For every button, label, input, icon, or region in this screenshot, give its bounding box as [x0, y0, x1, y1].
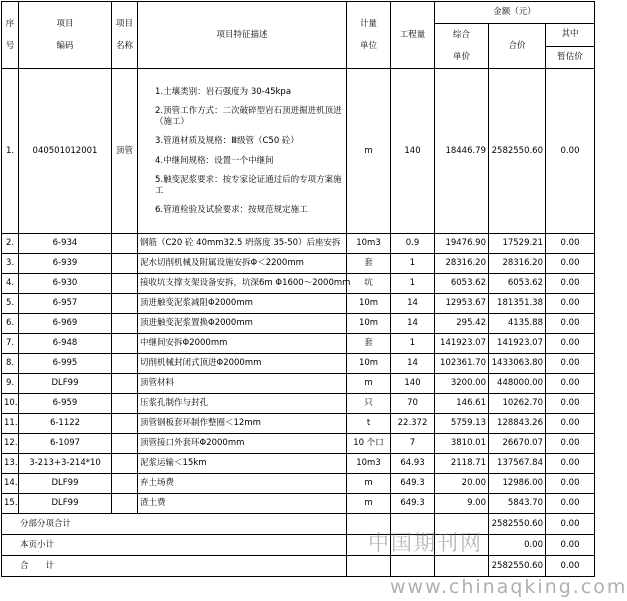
- table-row: [2, 354, 595, 374]
- row-seq: 7.: [2, 334, 19, 354]
- table-row: [2, 494, 595, 514]
- row-name: [112, 254, 138, 274]
- row-unit-price: 28316.20: [435, 254, 489, 274]
- row-name: [112, 294, 138, 314]
- row-desc: 压浆孔制作与封孔: [138, 394, 347, 414]
- row-seq: 13.: [2, 454, 19, 474]
- row-name: [112, 274, 138, 294]
- footer-empty-cell: [435, 556, 489, 577]
- row-name: [112, 474, 138, 494]
- row-desc: 顶管接口外套环Φ2000mm: [138, 434, 347, 454]
- header-desc: 项目特征描述: [138, 2, 347, 69]
- row-qty: 64.93: [391, 454, 435, 474]
- header-provisional: 暂估价: [546, 46, 595, 69]
- grand-total-total: 2582550.60: [489, 556, 546, 577]
- row-unit: 10m3: [347, 454, 391, 474]
- subtotal-total: 2582550.60: [489, 514, 546, 535]
- row-qty: 1: [391, 334, 435, 354]
- row-unit: 10m: [347, 354, 391, 374]
- row-provisional: 0.00: [546, 454, 595, 474]
- row-seq: 11.: [2, 414, 19, 434]
- row-desc: 顶管钢板套环制作整圈＜12mm: [138, 414, 347, 434]
- row-seq: 1.: [2, 69, 19, 234]
- row-unit-price: 19476.90: [435, 234, 489, 254]
- row-unit-price: 9.00: [435, 494, 489, 514]
- grand-total-label: 合 计: [2, 556, 347, 577]
- row-qty: 1: [391, 254, 435, 274]
- row-name: [112, 334, 138, 354]
- row-qty: 649.3: [391, 494, 435, 514]
- row-code: 6-995: [19, 354, 112, 374]
- row-provisional: 0.00: [546, 394, 595, 414]
- row-desc: 弃土场费: [138, 474, 347, 494]
- row-total: 26670.07: [489, 434, 546, 454]
- desc-line: 6.管道检验及试验要求：按规范规定施工: [155, 205, 308, 215]
- row-desc: 中继间安拆Φ2000mm: [138, 334, 347, 354]
- row-name: [112, 314, 138, 334]
- row-code: 6-948: [19, 334, 112, 354]
- table-row: [2, 374, 595, 394]
- row-qty: 70: [391, 394, 435, 414]
- row-total: 5843.70: [489, 494, 546, 514]
- row-qty: 7: [391, 434, 435, 454]
- row-unit: t: [347, 414, 391, 434]
- row-seq: 15.: [2, 494, 19, 514]
- row-total: 141923.07: [489, 334, 546, 354]
- row-code: 040501012001: [19, 69, 112, 234]
- row-code: 6-969: [19, 314, 112, 334]
- row-qty: 22.372: [391, 414, 435, 434]
- header-unit: [347, 2, 391, 69]
- row-seq: 6.: [2, 314, 19, 334]
- row-unit: m: [347, 374, 391, 394]
- page-subtotal-provisional: 0.00: [546, 535, 595, 556]
- row-total: 12986.00: [489, 474, 546, 494]
- row-provisional: 0.00: [546, 314, 595, 334]
- row-desc: 钢筋（C20 砼 40mm32.5 坍落度 35-50）后座安拆: [138, 234, 347, 254]
- header-row-1: [2, 2, 595, 24]
- row-unit-price: 102361.70: [435, 354, 489, 374]
- page-subtotal-row: [2, 535, 595, 556]
- row-desc: 顶进触变泥浆置换Φ2000mm: [138, 314, 347, 334]
- row-code: DLF99: [19, 374, 112, 394]
- header-unit-price-line1: 综合: [452, 30, 470, 40]
- table-row: [2, 254, 595, 274]
- row-name: [112, 494, 138, 514]
- row-unit-price: 3810.01: [435, 434, 489, 454]
- header-of-which: 其中: [546, 24, 595, 47]
- table-row: [2, 334, 595, 354]
- row-code: 6-939: [19, 254, 112, 274]
- row-unit-price: 3200.00: [435, 374, 489, 394]
- row-unit: 10m: [347, 314, 391, 334]
- table-row: [2, 454, 595, 474]
- row-provisional: 0.00: [546, 274, 595, 294]
- row-total: 137567.84: [489, 454, 546, 474]
- row-seq: 10.: [2, 394, 19, 414]
- row-total: 6053.62: [489, 274, 546, 294]
- row-code: 6-1097: [19, 434, 112, 454]
- row-unit: 套: [347, 334, 391, 354]
- row-name: [112, 354, 138, 374]
- row-code: 3-213+3-214*10: [19, 454, 112, 474]
- row-name: [112, 434, 138, 454]
- row-name: [112, 234, 138, 254]
- row-total: 448000.00: [489, 374, 546, 394]
- row-unit-price: 5759.13: [435, 414, 489, 434]
- row-qty: 649.3: [391, 474, 435, 494]
- subtotal-provisional: 0.00: [546, 514, 595, 535]
- page-subtotal-total: 0.00: [489, 535, 546, 556]
- footer-empty-cell: [391, 514, 435, 535]
- footer-empty-cell: [347, 535, 391, 556]
- row-desc: 切削机械封闭式顶进Φ2000mm: [138, 354, 347, 374]
- row-name: [112, 454, 138, 474]
- row-total: 181351.38: [489, 294, 546, 314]
- row-desc: 渣土费: [138, 494, 347, 514]
- row-seq: 2.: [2, 234, 19, 254]
- grand-total-provisional: 0.00: [546, 556, 595, 577]
- row-unit-price: 295.42: [435, 314, 489, 334]
- row-unit: 10m: [347, 294, 391, 314]
- header-seq: [2, 2, 19, 69]
- row-code: 6-959: [19, 394, 112, 414]
- table-row: [2, 394, 595, 414]
- row-provisional: 0.00: [546, 434, 595, 454]
- desc-line: 5.触变泥浆要求：按专家论证通过后的专项方案施工: [155, 175, 342, 196]
- table-row: [2, 434, 595, 454]
- row-desc: [138, 69, 347, 234]
- subtotal-label: 分部分项合计: [2, 514, 347, 535]
- row-seq: 8.: [2, 354, 19, 374]
- row-provisional: 0.00: [546, 69, 595, 234]
- row-unit: m: [347, 494, 391, 514]
- row-unit: 10 个口: [347, 434, 391, 454]
- bill-of-quantities-table: [1, 1, 595, 577]
- header-seq-line2: 号: [5, 41, 15, 51]
- row-provisional: 0.00: [546, 474, 595, 494]
- footer-empty-cell: [435, 535, 489, 556]
- row-code: DLF99: [19, 474, 112, 494]
- row-unit: 只: [347, 394, 391, 414]
- row-unit: m: [347, 474, 391, 494]
- row-total: 1433063.80: [489, 354, 546, 374]
- row-unit-price: 141923.07: [435, 334, 489, 354]
- row-unit: 套: [347, 254, 391, 274]
- row-qty: 0.9: [391, 234, 435, 254]
- table-row: [2, 414, 595, 434]
- header-unit-line1: 计量: [359, 19, 377, 29]
- row-total: 2582550.60: [489, 69, 546, 234]
- row-seq: 5.: [2, 294, 19, 314]
- desc-line: 3.管道材质及规格：Ⅲ级管（C50 砼）: [155, 136, 299, 146]
- table-row: [2, 234, 595, 254]
- header-name: [112, 2, 138, 69]
- row-unit: m: [347, 69, 391, 234]
- desc-line: 1.土壤类别：岩石强度为 30-45kpa: [155, 86, 292, 97]
- row-unit-price: 20.00: [435, 474, 489, 494]
- row-code: 6-934: [19, 234, 112, 254]
- header-name-line2: 名称: [115, 41, 133, 51]
- row-desc: 泥浆运输＜15km: [138, 454, 347, 474]
- header-unit-price-line2: 单价: [452, 52, 470, 62]
- table-row: [2, 474, 595, 494]
- row-unit: 坑: [347, 274, 391, 294]
- footer-empty-cell: [391, 535, 435, 556]
- watermark-url: www.chinaqking.com: [390, 576, 627, 598]
- row-provisional: 0.00: [546, 494, 595, 514]
- row-unit-price: 146.61: [435, 394, 489, 414]
- row-total: 128843.26: [489, 414, 546, 434]
- row-provisional: 0.00: [546, 234, 595, 254]
- row-qty: 140: [391, 374, 435, 394]
- row-total: 17529.21: [489, 234, 546, 254]
- footer-empty-cell: [435, 514, 489, 535]
- row-seq: 14.: [2, 474, 19, 494]
- table-row: [2, 69, 595, 234]
- row-provisional: 0.00: [546, 294, 595, 314]
- row-qty: 1: [391, 274, 435, 294]
- header-qty: 工程量: [391, 2, 435, 69]
- row-unit-price: 18446.79: [435, 69, 489, 234]
- header-code-line1: 项目: [56, 19, 74, 29]
- footer-empty-cell: [347, 556, 391, 577]
- row-total: 10262.70: [489, 394, 546, 414]
- row-qty: 14: [391, 294, 435, 314]
- row-name: 顶管: [112, 69, 138, 234]
- row-total: 28316.20: [489, 254, 546, 274]
- row-qty: 140: [391, 69, 435, 234]
- row-unit-price: 6053.62: [435, 274, 489, 294]
- row-code: 6-1122: [19, 414, 112, 434]
- row-desc: 泥水切削机械及附属设施安拆Φ＜2200mm: [138, 254, 347, 274]
- row-code: 6-957: [19, 294, 112, 314]
- header-amount: 金额（元）: [435, 2, 595, 24]
- row-qty: 14: [391, 354, 435, 374]
- header-name-line1: 项目: [115, 19, 133, 29]
- row-seq: 4.: [2, 274, 19, 294]
- row-desc: 顶管材料: [138, 374, 347, 394]
- row-seq: 9.: [2, 374, 19, 394]
- row-provisional: 0.00: [546, 354, 595, 374]
- watermark-cn: 中国期刊网: [368, 531, 483, 555]
- header-code: [19, 2, 112, 69]
- header-total: 合价: [489, 24, 546, 69]
- subtotal-row: [2, 514, 595, 535]
- row-name: [112, 414, 138, 434]
- header-seq-line1: 序: [5, 19, 15, 29]
- row-desc: 顶进触变泥浆减阻Φ2000mm: [138, 294, 347, 314]
- row-seq: 3.: [2, 254, 19, 274]
- row-unit-price: 12953.67: [435, 294, 489, 314]
- row-provisional: 0.00: [546, 334, 595, 354]
- row-code: DLF99: [19, 494, 112, 514]
- table-row: [2, 294, 595, 314]
- header-code-line2: 编码: [56, 41, 74, 51]
- page-subtotal-label: 本页小计: [2, 535, 347, 556]
- row-unit-price: 2118.71: [435, 454, 489, 474]
- table-row: [2, 314, 595, 334]
- row-qty: 14: [391, 314, 435, 334]
- row-desc: 接收坑支撑支架设备安拆，坑深6m Φ1600～2000mm: [138, 274, 347, 294]
- row-seq: 12.: [2, 434, 19, 454]
- row-total: 4135.88: [489, 314, 546, 334]
- row-unit: 10m3: [347, 234, 391, 254]
- row-name: [112, 394, 138, 414]
- footer-empty-cell: [347, 514, 391, 535]
- row-name: [112, 374, 138, 394]
- grand-total-row: [2, 556, 595, 577]
- row-provisional: 0.00: [546, 374, 595, 394]
- table-row: [2, 274, 595, 294]
- row-provisional: 0.00: [546, 254, 595, 274]
- row-provisional: 0.00: [546, 414, 595, 434]
- desc-line: 4.中继间规格：设置一个中继间: [155, 155, 274, 166]
- header-unit-price: [435, 24, 489, 69]
- desc-line: 2.顶管工作方式：二次破碎型岩石顶进掘进机顶进（施工）: [155, 106, 342, 127]
- footer-empty-cell: [391, 556, 435, 577]
- header-unit-line2: 单位: [359, 41, 377, 51]
- row-code: 6-930: [19, 274, 112, 294]
